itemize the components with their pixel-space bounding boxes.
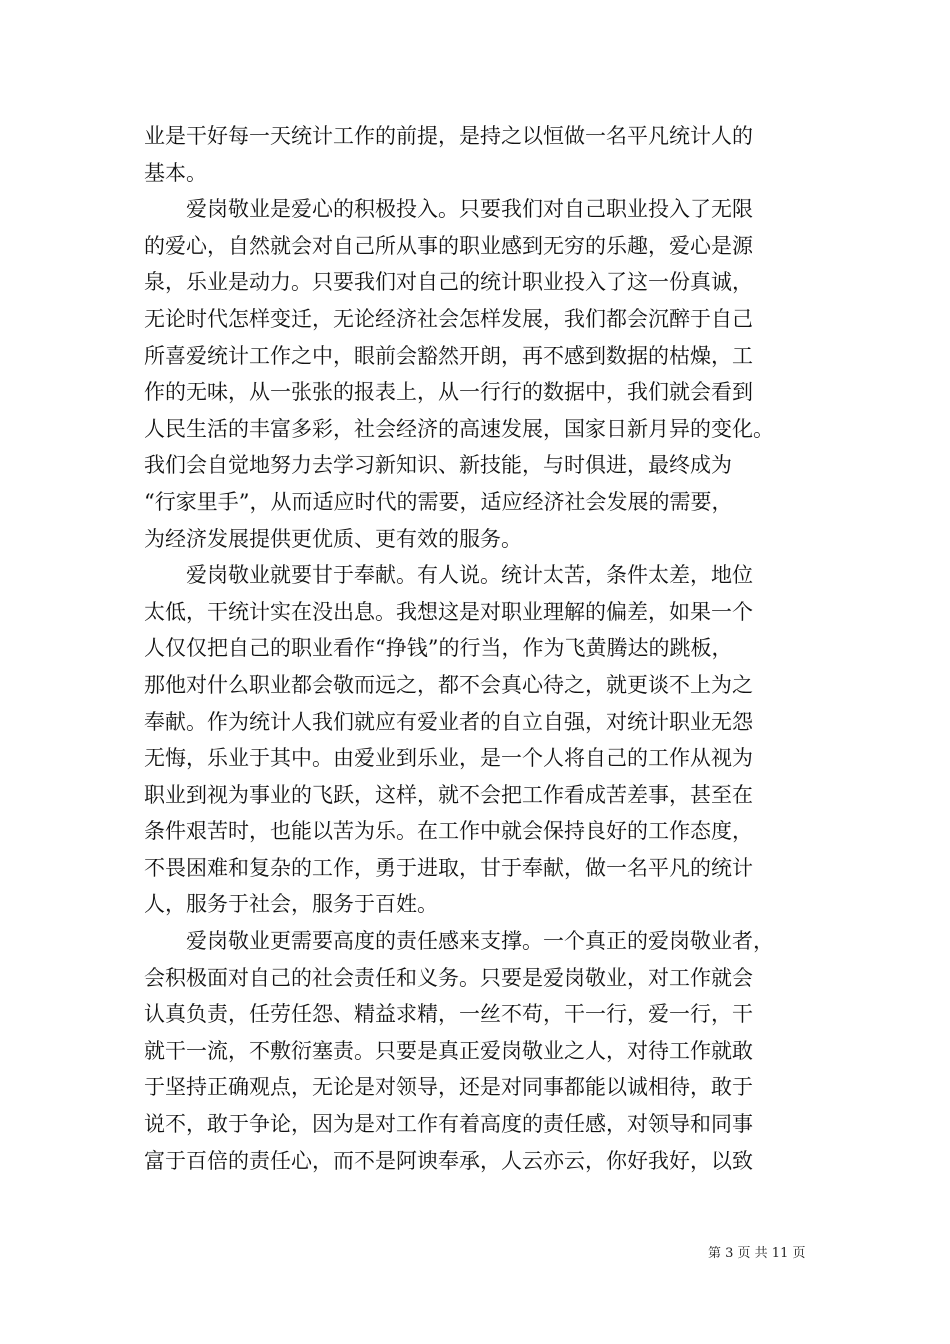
text-line: 我们会自觉地努力去学习新知识、新技能，与时俱进，最终成为 xyxy=(144,453,732,478)
body-text xyxy=(144,118,816,1179)
text-line: 爱岗敬业就要甘于奉献。有人说。统计太苦，条件太差，地位 xyxy=(144,563,753,588)
text-line: 条件艰苦时，也能以苦为乐。在工作中就会保持良好的工作态度， xyxy=(144,819,753,844)
text-line: 奉献。作为统计人我们就应有爱业者的自立自强，对统计职业无怨 xyxy=(144,709,753,734)
text-line: 为经济发展提供更优质、更有效的服务。 xyxy=(144,526,522,551)
text-line: 人仅仅把自己的职业看作“挣钱”的行当，作为飞黄腾达的跳板， xyxy=(144,636,733,661)
text-line: 作的无味，从一张张的报表上，从一行行的数据中，我们就会看到 xyxy=(144,380,753,405)
text-line: 那他对什么职业都会敬而远之，都不会真心待之，就更谈不上为之 xyxy=(144,672,753,697)
text-line: 爱岗敬业是爱心的积极投入。只要我们对自己职业投入了无限 xyxy=(144,197,753,222)
text-line: 说不，敢于争论，因为是对工作有着高度的责任感，对领导和同事 xyxy=(144,1112,753,1137)
text-line: 业是干好每一天统计工作的前提，是持之以恒做一名平凡统计人的 xyxy=(144,124,753,148)
text-line: 人，服务于社会，服务于百姓。 xyxy=(144,892,438,917)
text-line: “行家里手”，从而适应时代的需要，适应经济社会发展的需要， xyxy=(144,489,733,514)
text-line: 会积极面对自己的社会责任和义务。只要是爱岗敬业，对工作就会 xyxy=(144,965,753,990)
text-line: 富于百倍的责任心，而不是阿谀奉承，人云亦云，你好我好，以致 xyxy=(144,1148,753,1173)
text-line: 人民生活的丰富多彩，社会经济的高速发展，国家日新月异的变化。 xyxy=(144,416,774,441)
text-line: 的爱心，自然就会对自己所从事的职业感到无穷的乐趣，爱心是源 xyxy=(144,233,753,258)
text-line: 基本。 xyxy=(144,160,207,185)
text-line: 不畏困难和复杂的工作，勇于进取，甘于奉献，做一名平凡的统计 xyxy=(144,855,753,880)
text-line: 爱岗敬业更需要高度的责任感来支撑。一个真正的爱岗敬业者， xyxy=(144,929,774,954)
page-number-footer: 第 3 页 共 11 页 xyxy=(708,1246,806,1261)
text-line: 太低，干统计实在没出息。我想这是对职业理解的偏差，如果一个 xyxy=(144,599,753,624)
text-line: 所喜爱统计工作之中，眼前会豁然开朗，再不感到数据的枯燥，工 xyxy=(144,343,753,368)
text-line: 无悔，乐业于其中。由爱业到乐业，是一个人将自己的工作从视为 xyxy=(144,746,753,771)
text-line: 于坚持正确观点，无论是对领导，还是对同事都能以诚相待，敢于 xyxy=(144,1075,753,1100)
text-line: 就干一流，不敷衍塞责。只要是真正爱岗敬业之人，对待工作就敢 xyxy=(144,1038,753,1063)
text-line: 无论时代怎样变迁，无论经济社会怎样发展，我们都会沉醉于自己 xyxy=(144,306,753,331)
text-line: 泉，乐业是动力。只要我们对自己的统计职业投入了这一份真诚， xyxy=(144,270,753,295)
text-line: 职业到视为事业的飞跃，这样，就不会把工作看成苦差事，甚至在 xyxy=(144,782,753,807)
text-line: 认真负责，任劳任怨、精益求精，一丝不苟，干一行，爱一行，干 xyxy=(144,1002,753,1027)
